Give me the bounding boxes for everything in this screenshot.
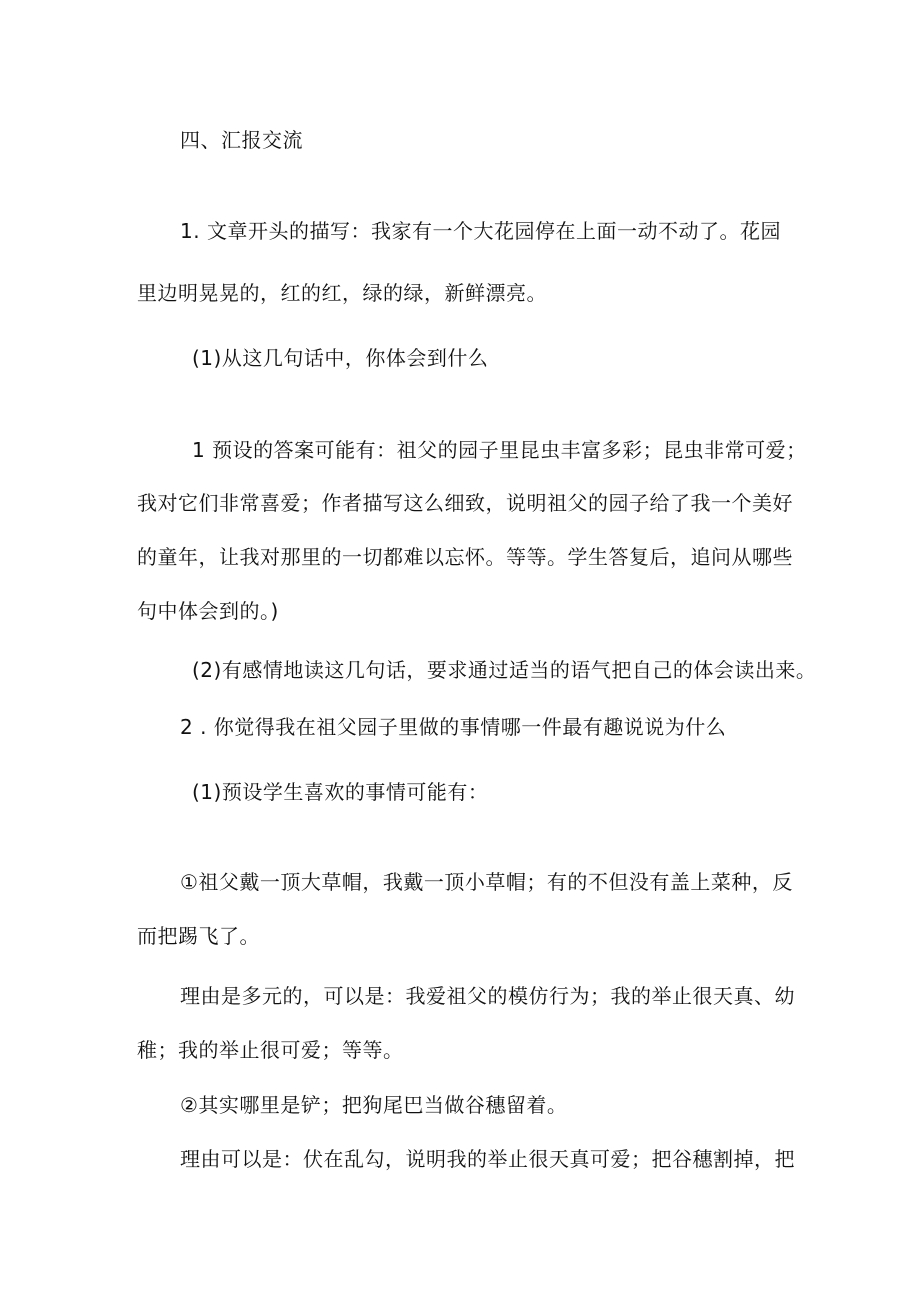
item1-answer-line1: 1 预设的答案可能有：祖父的园子里昆虫丰富多彩；昆虫非常可爱； [192,438,807,462]
item2-reason1-line1: 理由是多元的，可以是：我爱祖父的模仿行为；我的举止很天真、幼 [180,984,795,1008]
item1-answer-line2: 我对它们非常喜爱；作者描写这么细致，说明祖父的园子给了我一个美好 [137,491,793,515]
item2-reason1-line2: 稚；我的举止很可爱；等等。 [137,1038,404,1062]
item1-question2: (2)有感情地读这几句话，要求通过适当的语气把自己的体会读出来。 [192,658,817,682]
item1-line1: 1. 文章开头的描写：我家有一个大花园停在上面一动不动了。花园 [180,219,781,243]
item2-reason2-line1: 理由可以是：伏在乱勾，说明我的举止很天真可爱；把谷穗割掉，把 [180,1147,795,1171]
item2-answer2-line1: ②其实哪里是铲；把狗尾巴当做谷穗留着。 [180,1093,568,1117]
item1-answer-line4: 句中体会到的。) [137,599,279,623]
section-heading: 四、汇报交流 [180,128,303,152]
item2-line1: 2 . 你觉得我在祖父园子里做的事情哪一件最有趣说说为什么 [180,715,727,739]
item1-question1: (1)从这几句话中，你体会到什么 [192,346,489,370]
item2-answer1-line1: ①祖父戴一顶大草帽，我戴一顶小草帽；有的不但没有盖上菜种，反 [180,870,793,894]
item1-answer-line3: 的童年，让我对那里的一切都难以忘怀。等等。学生答复后，追问从哪些 [137,545,793,569]
item1-line2: 里边明晃晃的，红的红，绿的绿，新鲜漂亮。 [137,281,547,305]
item2-question1: (1)预设学生喜欢的事情可能有： [192,780,489,804]
item2-answer1-line2: 而把踢飞了。 [137,924,260,948]
